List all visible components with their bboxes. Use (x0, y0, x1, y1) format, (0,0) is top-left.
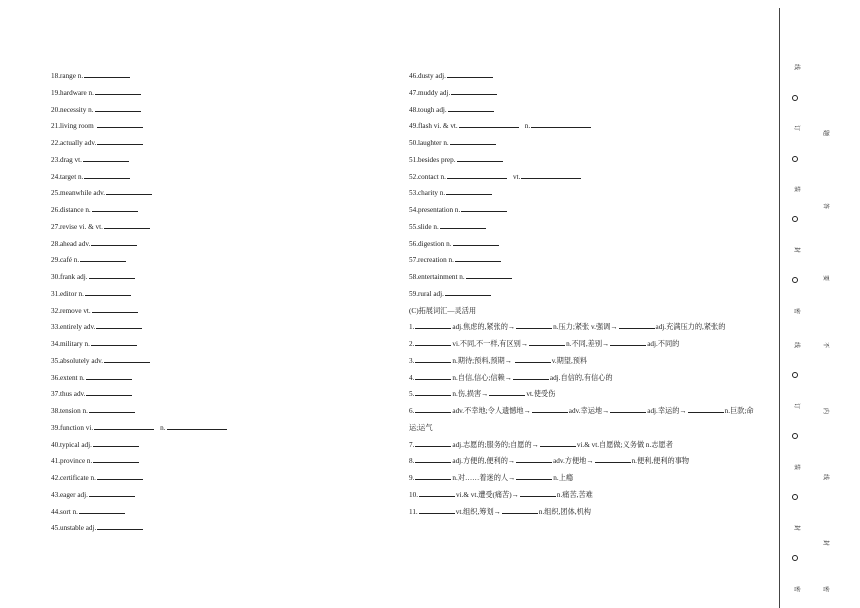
vocab-item: 45.unstable adj. (51, 520, 381, 537)
binding-char: 线 (793, 341, 800, 348)
binding-circle (792, 494, 798, 500)
vocab-item: 55.slide n. (409, 219, 759, 236)
answer-blank[interactable] (95, 104, 141, 112)
derivation-item: 4. n.自信,信心;信赖→ adj.自信的,有信心的 (409, 373, 613, 382)
binding-char: 密 (822, 585, 829, 592)
binding-char: 装 (793, 463, 800, 470)
vocab-column-right (409, 68, 759, 520)
vocab-item: 39.function vi. n. (51, 420, 381, 437)
answer-blank[interactable] (515, 355, 551, 363)
answer-blank[interactable] (529, 338, 565, 346)
answer-blank[interactable] (93, 455, 139, 463)
answer-blank[interactable] (415, 405, 451, 413)
answer-blank[interactable] (451, 87, 497, 95)
answer-blank[interactable] (97, 472, 143, 480)
answer-blank[interactable] (448, 104, 494, 112)
vocab-item: 20.necessity n. (51, 102, 381, 119)
answer-blank[interactable] (455, 254, 501, 262)
answer-blank[interactable] (516, 455, 552, 463)
vocab-item: 44.sort n. (51, 504, 381, 521)
answer-blank[interactable] (94, 422, 154, 430)
vocab-column-left (51, 68, 381, 537)
section-c-title: (C)拓展词汇—灵活用 (409, 306, 477, 315)
answer-blank[interactable] (89, 405, 135, 413)
answer-blank[interactable] (415, 355, 451, 363)
answer-blank[interactable] (532, 405, 568, 413)
answer-blank[interactable] (461, 204, 507, 212)
binding-line (779, 8, 780, 608)
derivation-item: 6. adv.不幸地;令人遗憾地→ adv.幸运地→ adj.幸运的→ n.巨款;命运;运气 (409, 407, 754, 432)
derivation-item: 5. n.伤,损害→ vt.使受伤 (409, 390, 556, 399)
answer-blank[interactable] (104, 221, 150, 229)
binding-char: 封 (822, 539, 829, 546)
binding-char: 订 (793, 402, 800, 409)
binding-char: 订 (793, 124, 800, 131)
binding-circle (792, 372, 798, 378)
vocab-item: 48.tough adj. (409, 102, 759, 119)
derivation-item: 11. vt.组织,筹划→ n.组织,团体,机构 (409, 507, 591, 516)
binding-char: 题 (822, 129, 829, 136)
vocab-item: 29.café n. (51, 252, 381, 269)
answer-blank[interactable] (92, 204, 138, 212)
answer-blank[interactable] (91, 238, 137, 246)
vocab-item: 32.remove vt. (51, 303, 381, 320)
answer-blank[interactable] (91, 338, 137, 346)
binding-char: 答 (822, 202, 829, 209)
answer-blank[interactable] (79, 506, 125, 514)
vocab-item: 21.living room (51, 118, 381, 135)
vocab-item: 57.recreation n. (409, 252, 759, 269)
binding-char: 密 (793, 307, 800, 314)
binding-char: 线 (822, 473, 829, 480)
answer-blank[interactable] (415, 472, 451, 480)
answer-blank[interactable] (516, 472, 552, 480)
vocab-item: 53.charity n. (409, 185, 759, 202)
answer-blank[interactable] (531, 120, 591, 128)
binding-circle (792, 95, 798, 101)
answer-blank[interactable] (89, 271, 135, 279)
answer-blank[interactable] (595, 455, 631, 463)
answer-blank[interactable] (86, 372, 132, 380)
vocab-item: 40.typical adj. (51, 437, 381, 454)
binding-char: 封 (793, 524, 800, 531)
binding-circle (792, 433, 798, 439)
derivation-item: 8. adj.方便的,便利的→ adv.方便地→ n.便利,便利的事物 (409, 457, 690, 466)
vocab-item: 18.range n. (51, 68, 381, 85)
derivation-item: 2. vi.不同,不一样,有区别→ n.不同,差别→ adj.不同的 (409, 340, 680, 348)
vocab-item: 56.digestion n. (409, 236, 759, 253)
answer-blank[interactable] (95, 87, 141, 95)
answer-blank[interactable] (521, 171, 581, 179)
answer-blank[interactable] (415, 455, 451, 463)
vocab-item: 54.presentation n. (409, 202, 759, 219)
answer-blank[interactable] (459, 120, 519, 128)
answer-blank[interactable] (610, 338, 646, 346)
answer-blank[interactable] (520, 489, 556, 497)
answer-blank[interactable] (415, 338, 451, 346)
vocab-item: 51.besides prep. (409, 152, 759, 169)
vocab-item: 47.muddy adj. (409, 85, 759, 102)
answer-blank[interactable] (80, 254, 126, 262)
answer-blank[interactable] (419, 489, 455, 497)
answer-blank[interactable] (97, 137, 143, 145)
answer-blank[interactable] (419, 506, 455, 514)
answer-blank[interactable] (447, 70, 493, 78)
vocab-item: 38.tension n. (51, 403, 381, 420)
answer-blank[interactable] (92, 305, 138, 313)
binding-char: 线 (793, 63, 800, 70)
vocab-item: 23.drag vt. (51, 152, 381, 169)
binding-char: 不 (822, 341, 829, 348)
vocab-item: 33.entirely adv. (51, 319, 381, 336)
answer-blank[interactable] (415, 439, 451, 447)
binding-circle (792, 156, 798, 162)
binding-char: 装 (793, 185, 800, 192)
answer-blank[interactable] (513, 372, 549, 380)
binding-marks-outer (786, 0, 806, 608)
answer-blank[interactable] (93, 439, 139, 447)
answer-blank[interactable] (84, 171, 130, 179)
answer-blank[interactable] (610, 405, 646, 413)
vocab-item: 22.actually adv. (51, 135, 381, 152)
vocab-item: 43.eager adj. (51, 487, 381, 504)
answer-blank[interactable] (96, 321, 142, 329)
answer-blank[interactable] (106, 187, 152, 195)
vocab-item: 36.extent n. (51, 370, 381, 387)
vocab-item: 30.frank adj. (51, 269, 381, 286)
vocab-item: 49.flash vi. & vt. n. (409, 118, 759, 135)
vocab-item: 58.entertainment n. (409, 269, 759, 286)
vocab-item: 34.military n. (51, 336, 381, 353)
answer-blank[interactable] (85, 288, 131, 296)
binding-circle (792, 555, 798, 561)
binding-circle (792, 277, 798, 283)
vocab-item: 28.ahead adv. (51, 236, 381, 253)
vocab-item: 24.target n. (51, 169, 381, 186)
binding-char: 内 (822, 407, 829, 414)
vocab-item: 52.contact n. vt. (409, 169, 759, 186)
answer-blank[interactable] (540, 439, 576, 447)
binding-circle (792, 216, 798, 222)
vocab-item: 37.thus adv. (51, 386, 381, 403)
vocab-item: 35.absolutely adv. (51, 353, 381, 370)
binding-marks-inner (815, 0, 835, 608)
answer-blank[interactable] (97, 522, 143, 530)
answer-blank[interactable] (688, 405, 724, 413)
answer-blank[interactable] (450, 137, 496, 145)
derivation-item: 7. adj.志愿的;服务的;自愿的→ vi.& vt.自愿做;义务做 n.志愿者 (409, 440, 673, 449)
vocab-item: 31.editor n. (51, 286, 381, 303)
derivation-item: 1. adj.焦虑的,紧张的→ n.压力;紧张 v.强调→ adj.充满压力的,紧张的 (409, 323, 726, 332)
answer-blank[interactable] (167, 422, 227, 430)
vocab-item: 46.dusty adj. (409, 68, 759, 85)
answer-blank[interactable] (84, 70, 130, 78)
derivation-item: 10. vi.& vt.遭受(痛苦)→ n.痛苦,苦难 (409, 490, 593, 499)
answer-blank[interactable] (86, 388, 132, 396)
vocab-item: 25.meanwhile adv. (51, 185, 381, 202)
vocab-item: 50.laughter n. (409, 135, 759, 152)
answer-blank[interactable] (97, 120, 143, 128)
answer-blank[interactable] (415, 372, 451, 380)
vocab-item: 26.distance n. (51, 202, 381, 219)
answer-blank[interactable] (466, 271, 512, 279)
vocab-item: 59.rural adj. (409, 286, 759, 303)
vocab-item: 42.certificate n. (51, 470, 381, 487)
binding-char: 封 (793, 246, 800, 253)
answer-blank[interactable] (415, 388, 451, 396)
answer-blank[interactable] (89, 489, 135, 497)
binding-char: 密 (793, 585, 800, 592)
answer-blank[interactable] (457, 154, 503, 162)
answer-blank[interactable] (445, 288, 491, 296)
answer-blank[interactable] (619, 321, 655, 329)
derivation-item: 3. n.期待;预料,预期→ v.期望,预料 (409, 356, 588, 365)
vocab-item: 27.revise vi. & vt. (51, 219, 381, 236)
answer-blank[interactable] (516, 321, 552, 329)
answer-blank[interactable] (415, 321, 451, 329)
answer-blank[interactable] (489, 388, 525, 396)
answer-blank[interactable] (440, 221, 486, 229)
answer-blank[interactable] (453, 238, 499, 246)
vocab-item: 19.hardware n. (51, 85, 381, 102)
binding-char: 要 (822, 274, 829, 281)
answer-blank[interactable] (446, 187, 492, 195)
derivation-item: 9. n.对……着迷的人→ n.上瘾 (409, 474, 574, 482)
vocab-item: 41.province n. (51, 453, 381, 470)
answer-blank[interactable] (83, 154, 129, 162)
answer-blank[interactable] (104, 355, 150, 363)
answer-blank[interactable] (502, 506, 538, 514)
answer-blank[interactable] (447, 171, 507, 179)
